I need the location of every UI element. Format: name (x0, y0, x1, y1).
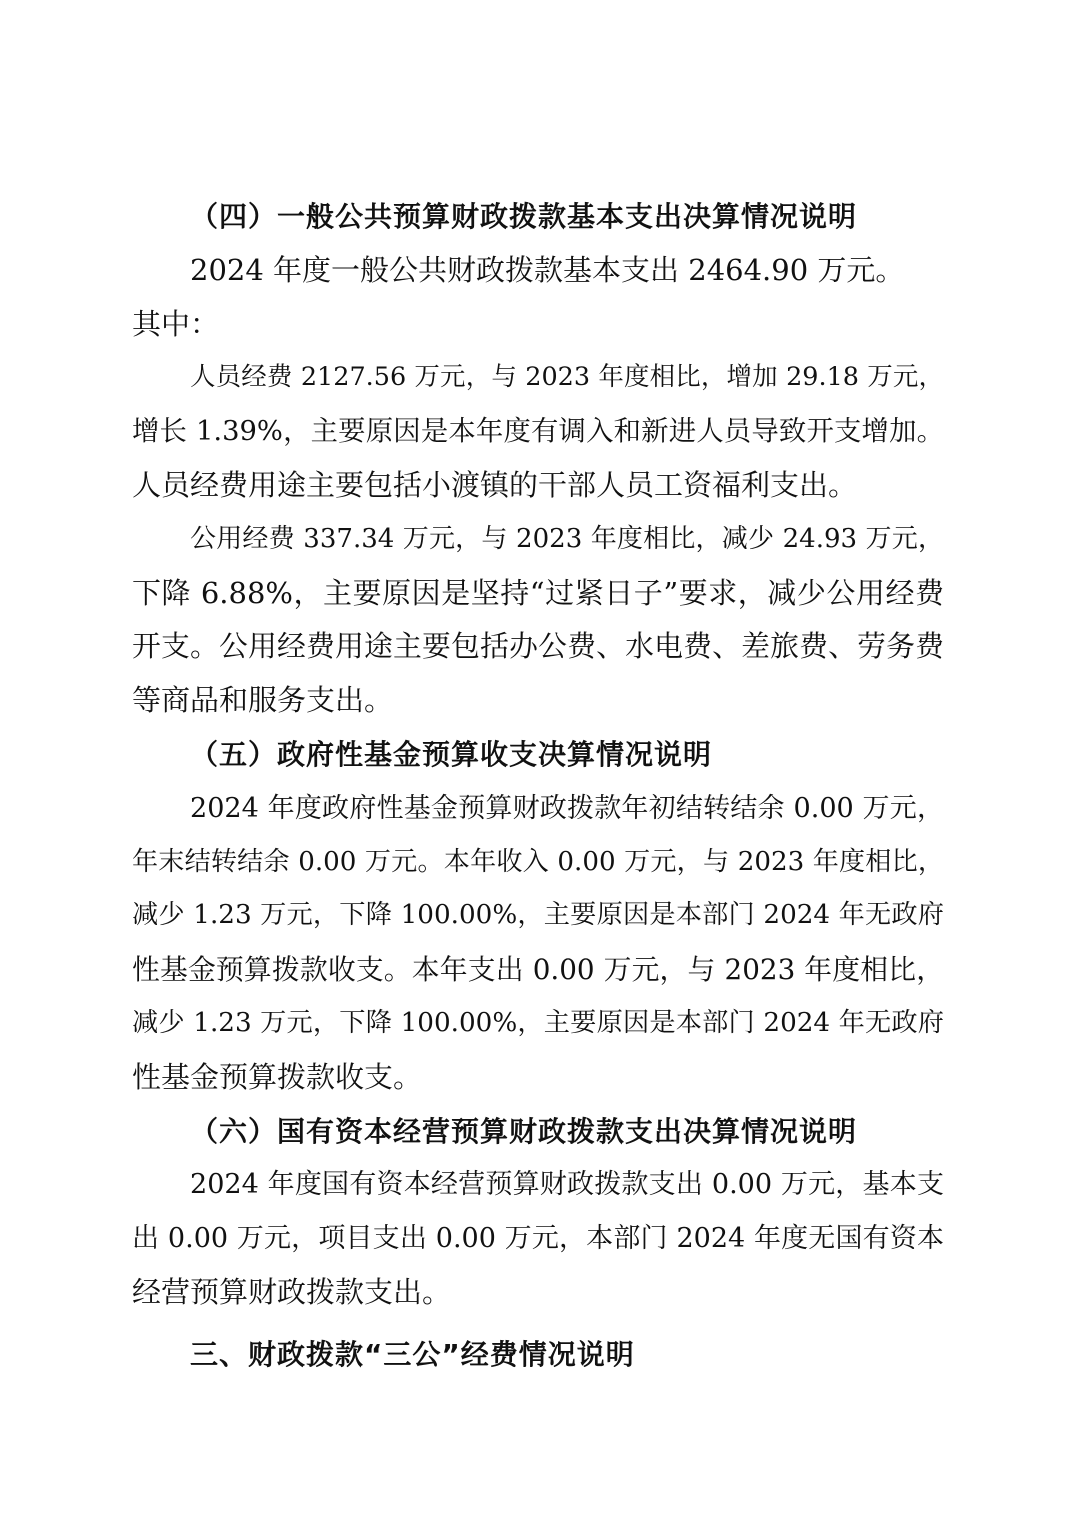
text-line: 年末结转结余 0.00 万元。本年收入 0.00 万元，与 2023 年度相比， (132, 846, 944, 877)
section-heading-5: （五）政府性基金预算收支决算情况说明 (190, 737, 713, 771)
text-line: 下降 6.88%，主要原因是坚持“过紧日子”要求，减少公用经费 (132, 575, 944, 610)
paragraph-public-cost (132, 513, 944, 728)
text-line: 公用经费 337.34 万元，与 2023 年度相比，减少 24.93 万元， (190, 523, 944, 554)
text-line: 性基金预算拨款收支。 (132, 1059, 423, 1094)
text-line: 人员经费 2127.56 万元，与 2023 年度相比，增加 29.18 万元， (190, 362, 944, 393)
text-line: 2024 年度国有资本经营预算财政拨款支出 0.00 万元，基本支 (190, 1169, 944, 1201)
section-heading-4: （四）一般公共预算财政拨款基本支出决算情况说明 (190, 200, 858, 233)
paragraph-state-capital (132, 1158, 944, 1319)
text-line: 2024 年度一般公共财政拨款基本支出 2464.90 万元。 (190, 252, 905, 287)
text-line: 等商品和服务支出。 (132, 683, 394, 718)
paragraph-personnel-cost (132, 351, 944, 512)
text-line: 人员经费用途主要包括小渡镇的干部人员工资福利支出。 (132, 467, 858, 502)
text-line: 2024 年度政府性基金预算财政拨款年初结转结余 0.00 万元， (190, 792, 944, 824)
text-line: 减少 1.23 万元，下降 100.00%，主要原因是本部门 2024 年无政府 (132, 1007, 944, 1038)
paragraph-basic-expenditure (132, 244, 944, 352)
text-line: 减少 1.23 万元，下降 100.00%，主要原因是本部门 2024 年无政府 (132, 900, 944, 931)
text-line: 增长 1.39%，主要原因是本年度有调入和新进人员导致开支增加。 (132, 416, 944, 448)
document-page (132, 190, 944, 1382)
text-line: 开支。公用经费用途主要包括办公费、水电费、差旅费、劳务费 (132, 629, 944, 664)
paragraph-government-fund (132, 782, 944, 1105)
part-heading-3: 三、财政拨款“三公”经费情况说明 (190, 1337, 635, 1371)
section-heading-6: （六）国有资本经营预算财政拨款支出决算情况说明 (190, 1114, 858, 1148)
text-line: 性基金预算拨款收支。本年支出 0.00 万元，与 2023 年度相比， (132, 953, 944, 987)
text-line: 其中： (132, 306, 220, 341)
text-line: 出 0.00 万元，项目支出 0.00 万元，本部门 2024 年度无国有资本 (132, 1223, 944, 1255)
text-line: 经营预算财政拨款支出。 (132, 1274, 452, 1309)
